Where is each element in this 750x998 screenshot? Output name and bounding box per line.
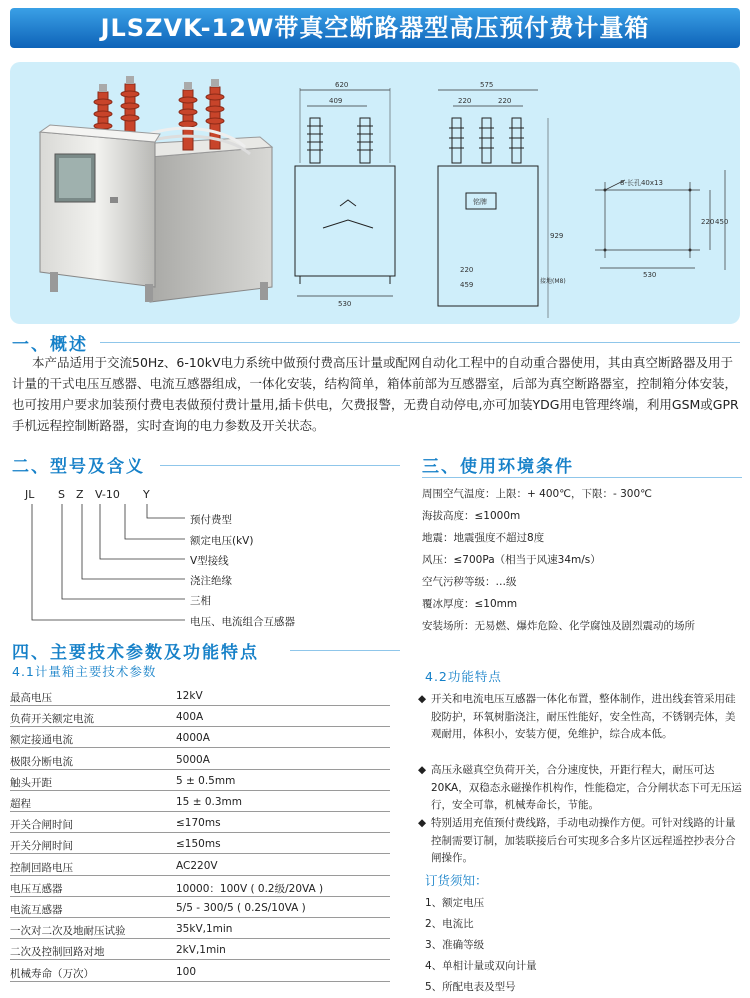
- spec-value: 5/5 - 300/5 ( 0.2S/10VA ): [176, 902, 306, 914]
- spec-label: 机械寿命（万次）: [10, 967, 94, 980]
- base-view-drawing: [585, 150, 735, 280]
- env-earthquake: 地震：地震强度不超过8度: [422, 532, 545, 544]
- divider: [290, 650, 400, 651]
- table-row: [10, 918, 390, 939]
- bullet-icon: ◆: [418, 817, 427, 829]
- table-row: [10, 855, 390, 876]
- dim-side-bottom-b: 459: [460, 281, 474, 289]
- feature-item: ◆ 高压永磁真空负荷开关，合分速度快，开距行程大，耐压可达20KA，双稳态永磁操作机构作，性能稳定，合分闸状态下可无压运行，安全可靠，机械寿命长，节能。: [418, 764, 742, 811]
- spec-value: AC220V: [176, 859, 218, 872]
- nameplate-label: 铭牌: [473, 198, 487, 206]
- specs-subheading: 4.1计量箱主要技术参数: [12, 664, 157, 679]
- meaning-5: 三相: [190, 595, 211, 607]
- model-code-v: V-10: [95, 488, 120, 501]
- spec-value: 2kV,1min: [176, 944, 226, 957]
- section-overview-heading: 一、概述: [12, 335, 88, 355]
- feature-item: ◆ 开关和电流电压互感器一体化布置，整体制作，进出线套管采用硅胶防护，环氧树脂浇注，耐压性能好，安全性高，不锈钢壳体，美观耐用，体积小，安装方便，免维护，综合成本低。: [418, 693, 736, 740]
- table-row: [10, 897, 390, 918]
- dim-front-inner: 409: [329, 97, 343, 105]
- front-view-drawing: [285, 78, 420, 308]
- table-row: [10, 812, 390, 833]
- bullet-icon: ◆: [418, 764, 427, 776]
- spec-label: 开关分闸时间: [10, 840, 73, 853]
- table-row: [10, 685, 390, 706]
- spec-label: 电流互感器: [10, 904, 63, 916]
- spec-label: 电压互感器: [10, 882, 63, 895]
- order-item: 3、准确等级: [425, 939, 485, 951]
- divider: [160, 465, 400, 466]
- meaning-4: 浇注绝缘: [190, 575, 232, 587]
- table-row: [10, 939, 390, 960]
- spec-value: 4000A: [176, 732, 210, 745]
- features-subheading: 4.2功能特点: [425, 669, 502, 684]
- table-row: [10, 749, 390, 770]
- order-item: 1、额定电压: [425, 897, 485, 909]
- dim-side-height: 929: [550, 232, 564, 240]
- table-row: [10, 727, 390, 748]
- order-item: 5、所配电表及型号: [425, 981, 516, 993]
- spec-label: 一次对二次及地耐压试验: [10, 925, 126, 938]
- meaning-2: 额定电压(kV): [190, 535, 254, 547]
- spec-value: ≤170ms: [176, 817, 221, 830]
- dim-base-inner: 220: [701, 218, 715, 226]
- dim-front-top: 620: [335, 81, 349, 89]
- meaning-6: 电压、电流组合互感器: [190, 616, 295, 628]
- dim-side-a: 220: [458, 97, 472, 105]
- dim-base-outer: 450: [715, 218, 729, 226]
- order-item: 4、单相计量或双向计量: [425, 960, 537, 972]
- spec-label: 额定接通电流: [10, 734, 73, 747]
- spec-value: 15 ± 0.3mm: [176, 796, 242, 808]
- spec-value: 5 ± 0.5mm: [176, 774, 236, 787]
- spec-value: 400A: [176, 711, 204, 724]
- spec-value: 5000A: [176, 753, 210, 766]
- spec-label: 触头开距: [10, 776, 52, 789]
- env-pollution: 空气污秽等级：…级: [422, 576, 517, 588]
- table-row: [10, 770, 390, 791]
- dim-side-bottom-a: 220: [460, 266, 474, 274]
- table-row: [10, 961, 390, 982]
- bolt-label: 8-长孔40x13: [620, 179, 663, 187]
- model-code-s: S: [58, 488, 65, 501]
- model-code-jl: JL: [25, 488, 35, 501]
- order-item: 2、电流比: [425, 918, 474, 930]
- table-row: [10, 876, 390, 897]
- bullet-icon: ◆: [418, 693, 427, 705]
- env-temp: 周围空气温度：上限：+ 400℃，下限：- 300℃: [422, 488, 652, 500]
- dim-front-bottom: 530: [338, 300, 352, 308]
- product-illustration-panel: [10, 62, 740, 324]
- section-specs-heading: 四、主要技术参数及功能特点: [12, 643, 259, 663]
- divider: [100, 342, 740, 343]
- env-site: 安装场所：无易燃、爆炸危险、化学腐蚀及剧烈震动的场所: [422, 620, 695, 632]
- dim-side-top: 575: [480, 81, 494, 89]
- spec-value: 35kV,1min: [176, 923, 233, 936]
- spec-label: 最高电压: [10, 692, 52, 704]
- spec-label: 开关合闸时间: [10, 819, 73, 832]
- spec-value: 12kV: [176, 690, 203, 702]
- spec-label: 二次及控制回路对地: [10, 946, 105, 959]
- env-altitude: 海拔高度：≤1000m: [422, 510, 521, 522]
- dim-side-b: 220: [498, 97, 512, 105]
- order-notes-heading: 订货须知：: [425, 873, 488, 888]
- meaning-3: V型接线: [190, 555, 229, 567]
- spec-value: 100: [176, 965, 197, 978]
- env-wind: 风压：≤700Pa（相当于风速34m/s）: [422, 554, 601, 566]
- dim-base-width: 530: [643, 271, 657, 279]
- spec-label: 超程: [10, 798, 31, 810]
- divider: [422, 477, 742, 478]
- page-title: JLSZVK-12W带真空断路器型高压预付费计量箱: [10, 8, 740, 48]
- section-env-heading: 三、使用环境条件: [422, 457, 574, 477]
- feature-item: ◆ 特别适用充值预付费线路，手动电动操作方便。可针对线路的计量控制需要订制，加装联接后台可实现多合多片区远程遥控抄表分合闸操作。: [418, 817, 736, 864]
- env-ice: 覆冰厚度：≤10mm: [422, 598, 518, 610]
- table-row: [10, 833, 390, 854]
- spec-label: 负荷开关额定电流: [10, 713, 94, 726]
- table-row: [10, 791, 390, 812]
- table-row: [10, 706, 390, 727]
- spec-value: ≤150ms: [176, 838, 221, 851]
- spec-label: 极限分断电流: [10, 755, 73, 768]
- section-model-heading: 二、型号及含义: [12, 457, 145, 477]
- model-code-z: Z: [76, 488, 84, 501]
- overview-paragraph: 本产品适用于交流50Hz、6-10kV电力系统中做预付费高压计量或配网自动化工程中的自动重合器使用，其由真空断路器及用于计量的干式电压互感器、电流互感器组成，一体化安装，结构简单，箱体前部为互感器室，后部为真空断路器室，控制箱分体安装，也可按用户要求加装预付费电表做预付费计量用,插卡供电，欠费报警，无费自动停电,亦可加装YDG用电管理终端，利用GSM或GPR手机远程控制断路器，实时查询的电力参数及开关状态。: [12, 355, 739, 433]
- spec-value: 10000：100V ( 0.2级/20VA ): [176, 882, 324, 895]
- product-photo: [10, 62, 290, 324]
- model-code-y: Y: [143, 488, 150, 501]
- meaning-1: 预付费型: [190, 514, 232, 526]
- ground-label: 接地(M8): [540, 278, 566, 285]
- spec-label: 控制回路电压: [10, 861, 73, 874]
